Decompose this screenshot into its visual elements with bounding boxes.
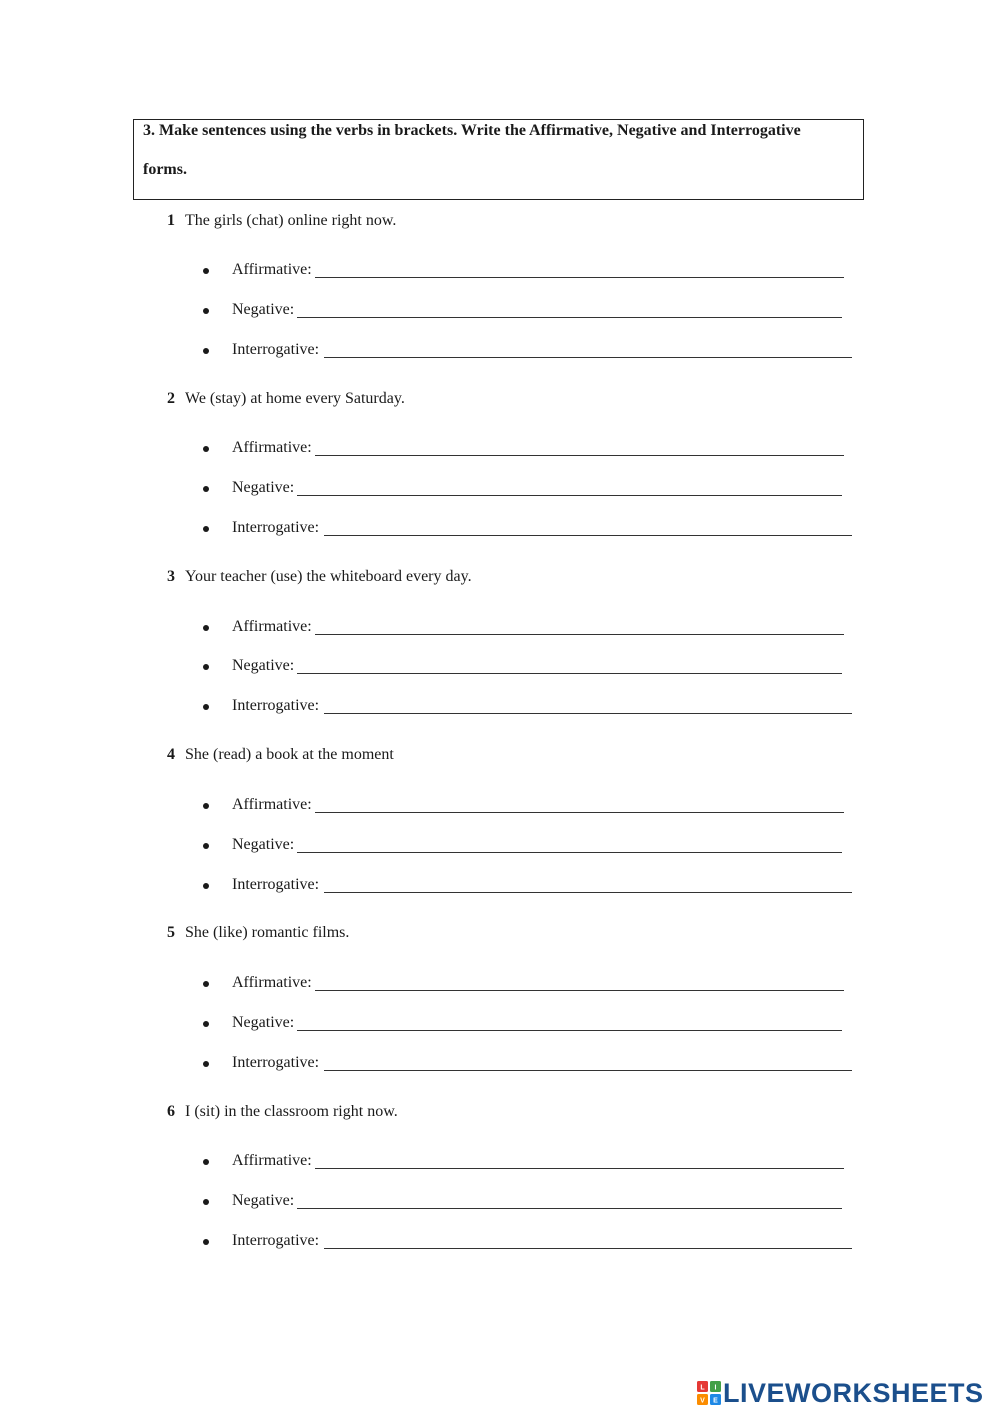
negative-label: Negative: [232,1192,295,1209]
q6-affirmative-answer-line[interactable] [315,1168,844,1169]
question-number: 1 [167,212,175,229]
bullet-icon [203,446,209,452]
bullet-icon [203,308,209,314]
negative-label: Negative: [232,301,295,318]
bullet-icon [203,625,209,631]
q2-affirmative-answer-line[interactable] [315,455,844,456]
instruction-text-line-1: 3. Make sentences using the verbs in brackets. Write the Affirmative, Negative and Interrogative [143,122,801,139]
bullet-icon [203,704,209,710]
svg-text:L: L [700,1384,705,1392]
negative-label: Negative: [232,657,295,674]
interrogative-label: Interrogative: [232,876,320,893]
bullet-icon [203,1061,209,1067]
bullet-icon [203,1199,209,1205]
affirmative-label: Affirmative: [232,974,312,991]
q4-negative-answer-line[interactable] [297,852,842,853]
q5-negative-answer-line[interactable] [297,1030,842,1031]
interrogative-label: Interrogative: [232,1232,320,1249]
bullet-icon [203,348,209,354]
q2-negative-answer-line[interactable] [297,495,842,496]
q5-interrogative-answer-line[interactable] [324,1070,852,1071]
question-number: 3 [167,568,175,585]
q5-affirmative-answer-line[interactable] [315,990,844,991]
negative-label: Negative: [232,1014,295,1031]
interrogative-label: Interrogative: [232,1054,320,1071]
question-number: 2 [167,390,175,407]
bullet-icon [203,526,209,532]
question-text: I (sit) in the classroom right now. [185,1103,398,1120]
q1-interrogative-answer-line[interactable] [324,357,852,358]
bullet-icon [203,1239,209,1245]
q1-negative-answer-line[interactable] [297,317,842,318]
affirmative-label: Affirmative: [232,261,312,278]
bullet-icon [203,803,209,809]
interrogative-label: Interrogative: [232,697,320,714]
svg-text:V: V [700,1397,705,1405]
svg-text:E: E [713,1397,718,1405]
bullet-icon [203,843,209,849]
question-text: The girls (chat) online right now. [185,212,397,229]
interrogative-label: Interrogative: [232,341,320,358]
bullet-icon [203,981,209,987]
question-2 [167,390,405,408]
q2-interrogative-answer-line[interactable] [324,535,852,536]
question-number: 6 [167,1103,175,1120]
question-number: 5 [167,924,175,941]
logo-mark-icon [697,1381,721,1405]
bullet-icon [203,1021,209,1027]
affirmative-label: Affirmative: [232,439,312,456]
q6-interrogative-answer-line[interactable] [324,1248,852,1249]
svg-text:I: I [714,1384,717,1392]
q4-affirmative-answer-line[interactable] [315,812,844,813]
bullet-icon [203,486,209,492]
q3-affirmative-answer-line[interactable] [315,634,844,635]
q3-negative-answer-line[interactable] [297,673,842,674]
question-3 [167,568,472,586]
question-text: She (read) a book at the moment [185,746,394,763]
question-1 [167,212,396,230]
affirmative-label: Affirmative: [232,796,312,813]
q4-interrogative-answer-line[interactable] [324,892,852,893]
instruction-box [133,119,864,200]
logo-text: LIVEWORKSHEETS [723,1377,984,1408]
interrogative-label: Interrogative: [232,519,320,536]
question-text: She (like) romantic films. [185,924,350,941]
affirmative-label: Affirmative: [232,1152,312,1169]
q6-negative-answer-line[interactable] [297,1208,842,1209]
negative-label: Negative: [232,836,295,853]
question-text: Your teacher (use) the whiteboard every day. [185,568,472,585]
q3-interrogative-answer-line[interactable] [324,713,852,714]
negative-label: Negative: [232,479,295,496]
question-4 [167,746,394,764]
question-6 [167,1103,398,1121]
bullet-icon [203,883,209,889]
bullet-icon [203,268,209,274]
instruction-text-line-2: forms. [143,161,187,178]
affirmative-label: Affirmative: [232,618,312,635]
question-5 [167,924,349,942]
liveworksheets-logo [697,1378,984,1408]
question-number: 4 [167,746,175,763]
q1-affirmative-answer-line[interactable] [315,277,844,278]
bullet-icon [203,1159,209,1165]
bullet-icon [203,664,209,670]
question-text: We (stay) at home every Saturday. [185,390,405,407]
